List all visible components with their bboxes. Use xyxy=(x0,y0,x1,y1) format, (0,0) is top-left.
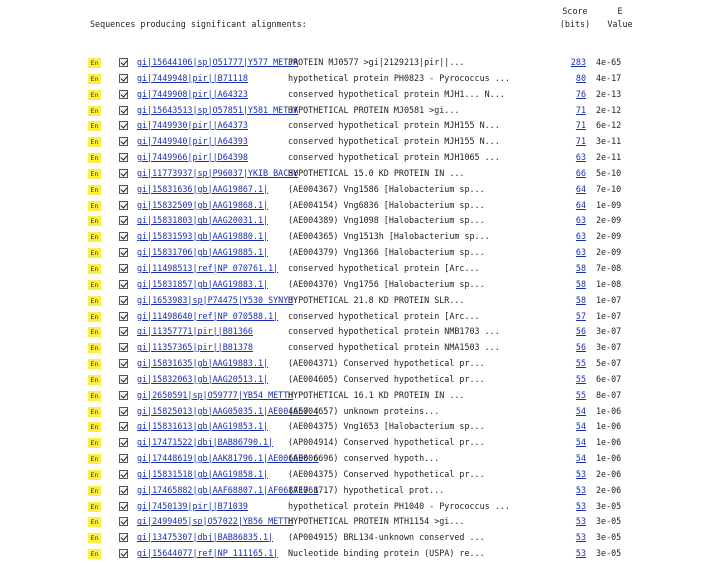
accession-link[interactable]: gi|11357771|pir||B81366 xyxy=(137,326,253,337)
result-row xyxy=(88,230,708,246)
select-checkbox[interactable] xyxy=(119,359,128,368)
accession-link[interactable]: gi|17471522|dbj|BAB86790.1| xyxy=(137,437,274,448)
sequence-description: (AE004375) Conserved hypothetical pr... xyxy=(288,468,485,479)
evalue-text: 5e-07 xyxy=(596,358,622,369)
evalue-text: 1e-08 xyxy=(596,278,622,289)
result-row xyxy=(88,167,708,183)
result-row xyxy=(88,325,708,341)
evalue-text: 4e-65 xyxy=(596,57,622,67)
score-link[interactable]: 53 xyxy=(575,548,586,559)
result-row xyxy=(88,515,708,531)
accession-link[interactable]: gi|15831635|gb|AAG19883.1| xyxy=(137,358,269,369)
entrez-badge-icon[interactable]: En xyxy=(88,264,101,274)
score-link[interactable]: 53 xyxy=(575,484,586,495)
select-checkbox[interactable] xyxy=(119,185,128,194)
select-checkbox[interactable] xyxy=(119,375,128,384)
accession-link[interactable]: gi|17448619|gb|AAK81796.1|AE006696_6 xyxy=(137,453,319,464)
accession-link[interactable]: gi|15832509|gb|AAG19868.1| xyxy=(137,199,269,210)
evalue-text: 1e-07 xyxy=(596,310,622,321)
accession-link[interactable]: gi|7449940|pir||A64393 xyxy=(137,136,248,147)
select-checkbox[interactable] xyxy=(119,438,128,447)
select-checkbox[interactable] xyxy=(119,454,128,463)
select-checkbox[interactable] xyxy=(119,90,128,99)
select-checkbox[interactable] xyxy=(119,216,128,225)
sequence-description: (AE004367) Vng1586 [Halobacterium sp... xyxy=(288,183,485,194)
sequence-description: (AP004915) BRL134-unknown conserved ... xyxy=(288,532,485,543)
evalue-text: 1e-06 xyxy=(596,453,622,464)
select-checkbox[interactable] xyxy=(119,422,128,431)
sequence-description: hypothetical protein PH1040 - Pyrococcus ... xyxy=(288,500,510,511)
accession-link[interactable]: gi|7449948|pir||B71118 xyxy=(137,72,248,83)
entrez-badge-icon[interactable]: En xyxy=(88,533,101,543)
alignment-results-list xyxy=(88,56,708,563)
entrez-badge-icon[interactable]: En xyxy=(88,407,101,417)
sequence-description: (AE004371) Conserved hypothetical pr... xyxy=(288,358,485,369)
score-link[interactable]: 63 xyxy=(575,247,586,258)
value-column-header: Value xyxy=(607,19,633,29)
score-link[interactable]: 57 xyxy=(575,310,586,321)
result-row xyxy=(88,119,708,135)
evalue-text: 2e-12 xyxy=(596,104,622,115)
result-row xyxy=(88,72,708,88)
score-column-header: Score xyxy=(562,6,588,16)
select-checkbox[interactable] xyxy=(119,280,128,289)
select-checkbox[interactable] xyxy=(119,391,128,400)
evalue-text: 1e-06 xyxy=(596,405,622,416)
entrez-badge-icon[interactable]: En xyxy=(88,454,101,464)
result-row xyxy=(88,484,708,500)
score-link[interactable]: 54 xyxy=(575,437,586,448)
result-row xyxy=(88,214,708,230)
evalue-text: 2e-09 xyxy=(596,215,622,226)
result-row xyxy=(88,452,708,468)
entrez-badge-icon[interactable]: En xyxy=(88,502,101,512)
score-link[interactable]: 56 xyxy=(575,326,586,337)
select-checkbox[interactable] xyxy=(119,312,128,321)
sequence-description: conserved hypothetical protein NMA1503 ... xyxy=(288,342,500,353)
evalue-text: 3e-05 xyxy=(596,500,622,511)
select-checkbox[interactable] xyxy=(119,327,128,336)
entrez-badge-icon[interactable]: En xyxy=(88,90,101,100)
entrez-badge-icon[interactable]: En xyxy=(88,549,101,559)
accession-link[interactable]: gi|15825013|gb|AAG05035.1|AE004657_4 xyxy=(137,405,319,416)
result-row xyxy=(88,310,708,326)
select-checkbox[interactable] xyxy=(119,264,128,273)
entrez-badge-icon[interactable]: En xyxy=(88,185,101,195)
accession-link[interactable]: gi|15832063|gb|AAG20513.1| xyxy=(137,373,269,384)
result-row xyxy=(88,341,708,357)
select-checkbox[interactable] xyxy=(119,121,128,130)
evalue-text: 6e-07 xyxy=(596,373,622,384)
entrez-badge-icon[interactable]: En xyxy=(88,201,101,211)
sequence-description: HYPOTHETICAL 21.8 KD PROTEIN SLR... xyxy=(288,294,465,305)
sequence-description: conserved hypothetical protein MJH155 N... xyxy=(288,120,500,131)
accession-link[interactable]: gi|11773937|sp|P96037|YKIB_BACSU xyxy=(137,167,299,178)
accession-link[interactable]: gi|7450139|pir||B71039 xyxy=(137,500,248,511)
select-checkbox[interactable] xyxy=(119,106,128,115)
entrez-badge-icon[interactable]: En xyxy=(88,391,101,401)
result-row xyxy=(88,278,708,294)
results-title: Sequences producing significant alignments: xyxy=(90,19,307,29)
entrez-badge-icon[interactable]: En xyxy=(88,169,101,179)
result-row xyxy=(88,405,708,421)
evalue-text: 7e-10 xyxy=(596,183,622,194)
evalue-text: 2e-11 xyxy=(596,152,622,163)
accession-link[interactable]: gi|11498640|ref|NP_070588.1| xyxy=(137,310,279,321)
select-checkbox[interactable] xyxy=(119,169,128,178)
sequence-description: conserved hypothetical protein [Arc... xyxy=(288,310,480,321)
evalue-text: 3e-05 xyxy=(596,548,622,559)
entrez-badge-icon[interactable]: En xyxy=(88,296,101,306)
evalue-text: 2e-09 xyxy=(596,231,622,242)
evalue-text: 2e-09 xyxy=(596,247,622,258)
result-row xyxy=(88,183,708,199)
accession-link[interactable]: gi|15831857|gb|AAG19883.1| xyxy=(137,278,269,289)
result-row xyxy=(88,151,708,167)
entrez-badge-icon[interactable]: En xyxy=(88,327,101,337)
entrez-badge-icon[interactable]: En xyxy=(88,280,101,290)
entrez-badge-icon[interactable]: En xyxy=(88,121,101,131)
entrez-badge-icon[interactable]: En xyxy=(88,137,101,147)
entrez-badge-icon[interactable]: En xyxy=(88,359,101,369)
sequence-description: HYPOTHETICAL PROTEIN MTH1154 >gi... xyxy=(288,516,465,527)
select-checkbox[interactable] xyxy=(119,533,128,542)
sequence-description: HYPOTHETICAL 15.0 KD PROTEIN IN ... xyxy=(288,167,465,178)
select-checkbox[interactable] xyxy=(119,58,128,67)
sequence-description: (AE004657) unknown proteins... xyxy=(288,405,440,416)
sequence-description: conserved hypothetical protein MJH1... N... xyxy=(288,88,505,99)
result-row xyxy=(88,420,708,436)
entrez-badge-icon[interactable]: En xyxy=(88,248,101,258)
result-row xyxy=(88,104,708,120)
score-link[interactable]: 64 xyxy=(575,199,586,210)
sequence-description: (AE006696) conserved hypoth... xyxy=(288,453,440,464)
sequence-description: (AE004370) Vng1756 [Halobacterium sp... xyxy=(288,278,485,289)
accession-link[interactable]: gi|17465882|gb|AAF68807.1|AF068717_1 xyxy=(137,484,319,495)
score-link[interactable]: 53 xyxy=(575,516,586,527)
select-checkbox[interactable] xyxy=(119,517,128,526)
select-checkbox[interactable] xyxy=(119,343,128,352)
accession-link[interactable]: gi|15831706|gb|AAG19885.1| xyxy=(137,247,269,258)
score-link[interactable]: 63 xyxy=(575,152,586,163)
result-row xyxy=(88,547,708,563)
select-checkbox[interactable] xyxy=(119,549,128,558)
sequence-description: (AE004375) Vng1653 [Halobacterium sp... xyxy=(288,421,485,432)
result-row xyxy=(88,531,708,547)
score-link[interactable]: 53 xyxy=(575,532,586,543)
evalue-text: 6e-12 xyxy=(596,120,622,131)
evalue-text: 1e-09 xyxy=(596,199,622,210)
score-link[interactable]: 58 xyxy=(575,294,586,305)
evalue-text: 2e-13 xyxy=(596,88,622,99)
sequence-description: (AP004914) Conserved hypothetical pr... xyxy=(288,437,485,448)
results-header xyxy=(90,0,710,36)
accession-link[interactable]: gi|15644106|sp|O51777|Y577_METJA xyxy=(137,57,299,67)
accession-link[interactable]: gi|2650591|sp|O59777|YB54_METTH xyxy=(137,389,294,400)
score-link[interactable]: 71 xyxy=(575,136,586,147)
score-link[interactable]: 66 xyxy=(575,167,586,178)
entrez-badge-icon[interactable]: En xyxy=(88,312,101,322)
result-row xyxy=(88,199,708,215)
score-link[interactable]: 54 xyxy=(575,421,586,432)
entrez-badge-icon[interactable]: En xyxy=(88,153,101,163)
bits-column-header: (bits) xyxy=(559,19,591,29)
result-row xyxy=(88,88,708,104)
result-row xyxy=(88,436,708,452)
evalue-text: 7e-08 xyxy=(596,262,622,273)
result-row xyxy=(88,357,708,373)
entrez-badge-icon[interactable]: En xyxy=(88,74,101,84)
evalue-text: 1e-07 xyxy=(596,294,622,305)
sequence-description: PROTEIN MJ0577 >gi|2129213|pir||... xyxy=(288,57,465,67)
select-checkbox[interactable] xyxy=(119,296,128,305)
entrez-badge-icon[interactable]: En xyxy=(88,470,101,480)
entrez-badge-icon[interactable]: En xyxy=(88,517,101,527)
score-link[interactable]: 64 xyxy=(575,183,586,194)
accession-link[interactable]: gi|15644077|ref|NP_111165.1| xyxy=(137,548,279,559)
accession-link[interactable]: gi|15831803|gb|AAG20031.1| xyxy=(137,215,269,226)
sequence-description: hypothetical protein PH0823 - Pyrococcus ... xyxy=(288,72,510,83)
score-link[interactable]: 55 xyxy=(575,358,586,369)
evalue-text: 8e-07 xyxy=(596,389,622,400)
select-checkbox[interactable] xyxy=(119,201,128,210)
accession-link[interactable]: gi|7449966|pir||D64398 xyxy=(137,152,248,163)
sequence-description: conserved hypothetical protein [Arc... xyxy=(288,262,480,273)
score-link[interactable]: 80 xyxy=(575,72,586,83)
evalue-text: 4e-17 xyxy=(596,72,622,83)
score-link[interactable]: 53 xyxy=(575,500,586,511)
select-checkbox[interactable] xyxy=(119,137,128,146)
score-link[interactable]: 63 xyxy=(575,215,586,226)
evalue-text: 2e-06 xyxy=(596,468,622,479)
result-row xyxy=(88,246,708,262)
score-link[interactable]: 283 xyxy=(570,57,586,67)
accession-link[interactable]: gi|15831613|gb|AAG19853.1| xyxy=(137,421,269,432)
accession-link[interactable]: gi|15831636|gb|AAG19867.1| xyxy=(137,183,269,194)
sequence-description: Nucleotide binding protein (USPA) re... xyxy=(288,548,485,559)
entrez-badge-icon[interactable]: En xyxy=(88,106,101,116)
accession-link[interactable]: gi|2499405|sp|O57022|YB56_METTH xyxy=(137,516,294,527)
score-link[interactable]: 71 xyxy=(575,120,586,131)
entrez-badge-icon[interactable]: En xyxy=(88,216,101,226)
entrez-badge-icon[interactable]: En xyxy=(88,343,101,353)
score-link[interactable]: 76 xyxy=(575,88,586,99)
evalue-text: 3e-11 xyxy=(596,136,622,147)
result-row xyxy=(88,468,708,484)
score-link[interactable]: 56 xyxy=(575,342,586,353)
evalue-text: 1e-06 xyxy=(596,421,622,432)
accession-link[interactable]: gi|11498513|ref|NP_070761.1| xyxy=(137,262,279,273)
accession-link[interactable]: gi|13475307|dbj|BAB86835.1| xyxy=(137,532,274,543)
sequence-description: (AF068717) hypothetical prot... xyxy=(288,484,445,495)
sequence-description: (AE004379) Vng1366 [Halobacterium sp... xyxy=(288,247,485,258)
sequence-description: HYPOTHETICAL 16.1 KD PROTEIN IN ... xyxy=(288,389,465,400)
evalue-text: 2e-06 xyxy=(596,484,622,495)
accession-link[interactable]: gi|15831518|gb|AAG19858.1| xyxy=(137,468,269,479)
evalue-text: 3e-05 xyxy=(596,516,622,527)
select-checkbox[interactable] xyxy=(119,470,128,479)
evalue-column-header: E xyxy=(617,6,623,16)
score-link[interactable]: 58 xyxy=(575,278,586,289)
select-checkbox[interactable] xyxy=(119,486,128,495)
sequence-description: (AE004365) Vng1513h [Halobacterium sp... xyxy=(288,231,490,242)
accession-link[interactable]: gi|7449930|pir||A64373 xyxy=(137,120,248,131)
accession-link[interactable]: gi|15831593|gb|AAG19880.1| xyxy=(137,231,269,242)
accession-link[interactable]: gi|11357365|pir||B81378 xyxy=(137,342,253,353)
result-row xyxy=(88,500,708,516)
score-link[interactable]: 55 xyxy=(575,373,586,384)
sequence-description: conserved hypothetical protein MJH155 N... xyxy=(288,136,500,147)
select-checkbox[interactable] xyxy=(119,248,128,257)
result-row xyxy=(88,135,708,151)
select-checkbox[interactable] xyxy=(119,502,128,511)
result-row xyxy=(88,373,708,389)
evalue-text: 3e-07 xyxy=(596,342,622,353)
result-row xyxy=(88,389,708,405)
result-row xyxy=(88,262,708,278)
entrez-badge-icon[interactable]: En xyxy=(88,438,101,448)
sequence-description: (AE004605) Conserved hypothetical pr... xyxy=(288,373,485,384)
result-row xyxy=(88,294,708,310)
sequence-description: (AE004154) Vng6836 [Halobacterium sp... xyxy=(288,199,485,210)
accession-link[interactable]: gi|15643513|sp|O57851|Y581_METJA xyxy=(137,104,299,115)
score-link[interactable]: 63 xyxy=(575,231,586,242)
evalue-text: 5e-10 xyxy=(596,167,622,178)
evalue-text: 3e-05 xyxy=(596,532,622,543)
entrez-badge-icon[interactable]: En xyxy=(88,486,101,496)
score-link[interactable]: 54 xyxy=(575,405,586,416)
accession-link[interactable]: gi|7449908|pir||A64323 xyxy=(137,88,248,99)
entrez-badge-icon[interactable]: En xyxy=(88,232,101,242)
score-link[interactable]: 55 xyxy=(575,389,586,400)
score-link[interactable]: 71 xyxy=(575,104,586,115)
select-checkbox[interactable] xyxy=(119,232,128,241)
sequence-description: conserved hypothetical protein NMB1703 ... xyxy=(288,326,500,337)
score-link[interactable]: 58 xyxy=(575,262,586,273)
entrez-badge-icon[interactable]: En xyxy=(88,422,101,432)
score-link[interactable]: 54 xyxy=(575,453,586,464)
entrez-badge-icon[interactable]: En xyxy=(88,375,101,385)
select-checkbox[interactable] xyxy=(119,153,128,162)
select-checkbox[interactable] xyxy=(119,74,128,83)
evalue-text: 1e-06 xyxy=(596,437,622,448)
select-checkbox[interactable] xyxy=(119,407,128,416)
score-link[interactable]: 53 xyxy=(575,468,586,479)
evalue-text: 3e-07 xyxy=(596,326,622,337)
entrez-badge-icon[interactable]: En xyxy=(88,58,101,68)
sequence-description: conserved hypothetical protein MJH1065 ... xyxy=(288,152,500,163)
sequence-description: (AE004389) Vng1098 [Halobacterium sp... xyxy=(288,215,485,226)
sequence-description: HYPOTHETICAL PROTEIN MJ0581 >gi... xyxy=(288,104,460,115)
result-row xyxy=(88,56,708,72)
accession-link[interactable]: gi|1653983|sp|P74475|Y530_SYNY3 xyxy=(137,294,294,305)
